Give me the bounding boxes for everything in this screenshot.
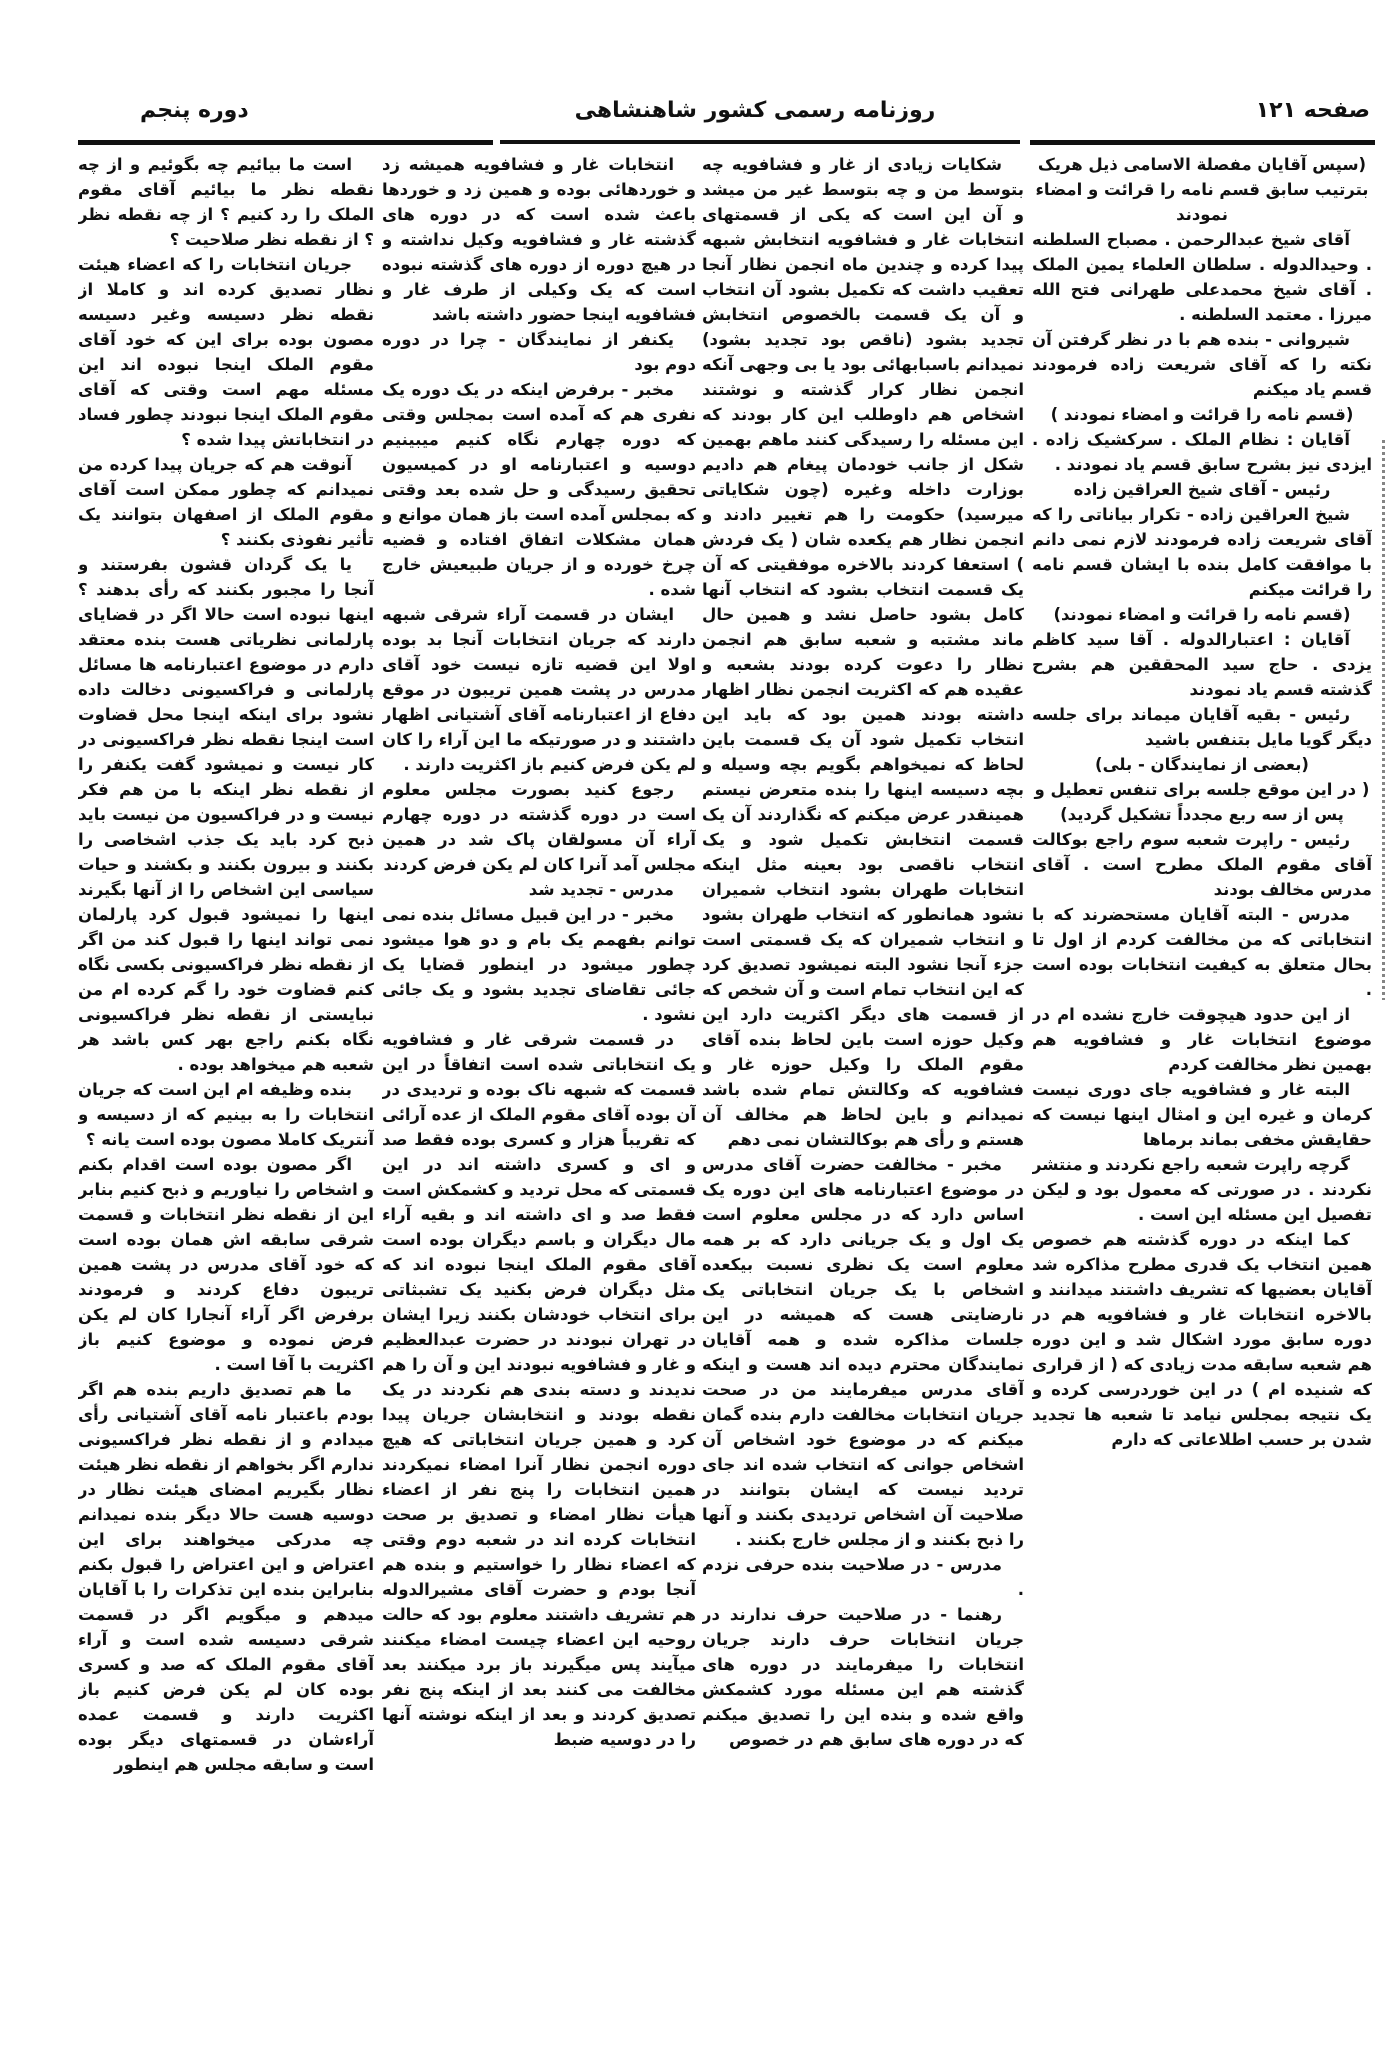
- paragraph: آقایان : نظام الملک . سرکشیک زاده . ایزدی نیز بشرح سابق قسم یاد نمودند .: [1032, 430, 1372, 474]
- paragraph: بنده وظیفه ام این است که جریان انتخابات را به بینیم که از دسیسه و آنتریک کاملا مصون بوده است یانه ؟: [78, 1080, 374, 1149]
- paragraph: انتخابات غار و فشافویه همیشه زد و خوردهائی بوده و همین زد و خوردها باعث شده است که در دوره های گذشته غار و فشافویه وکیل نداشته و در هیچ دوره از دوره های گذشته نبوده است که یک وکیلی از طرف غار و فشافویه اینجا حضور داشته باشد: [382, 155, 696, 324]
- header-rule: [1030, 140, 1375, 145]
- paragraph: رجوع کنید بصورت مجلس معلوم است در دوره گذشته در دوره چهارم آراء آن مسولقان پاک شد در همین مجلس آمد آنرا کان لم یکن فرض کردند: [382, 780, 696, 874]
- paragraph: گرچه راپرت شعبه راجع نکردند و منتشر نکردند . در صورتی که معمول بود و لیکن تفصیل این مسئله این است .: [1032, 1155, 1372, 1224]
- paragraph: مدرس - تجدید شد: [528, 880, 674, 899]
- paragraph: جریان انتخابات را که اعضاء هیئت نظار تصدیق کرده اند و کاملا از نقطه نظر دسیسه وغیر دسیسه مصون بوده برای این که خود آقای مقوم الملک اینجا نبوده اند این مسئله مهم است وقتی که آقای مقوم الملک اینجا نبودند چطور فساد در انتخاباتش پیدا شده ؟: [78, 255, 374, 449]
- paragraph: شیروانی - بنده هم با در نظر گرفتن آن نکته را که آقای شریعت زاده فرمودند قسم یاد میکنم: [1032, 330, 1372, 399]
- paragraph: شکایات زیادی از غار و فشافویه چه بتوسط من و چه بتوسط غیر من میشد و آن این است که یکی از قسمتهای انتخابات غار و فشافویه انتخابش شبهه پیدا کرده و چندین ماه انجمن نظار آنجا تعقیب داشت که تکمیل بشود آن انتخاب و آن یک قسمت بالخصوص انتخابش تجدید بشود (ناقص بود تجدید بشود) نمیدانم باسبابهائی بود یا بی وجهی آنکه انجمن نظار کرار گذشته و نوشتند اشخاص هم داوطلب این کار بودند که این مسئله را رسیدگی کنند ماهم بهمین شکل از جانب خودمان پیغام هم دادیم بوزارت داخله وغیره (چون شکایاتی میرسید) حکومت را هم تغییر دادند و انجمن نظار هم یکعده شان ( یک فردش ) استعفا کردند بالاخره موفقیتی که آن یک قسمت انتخاب بشود که انتخاب آنها کامل بشود حاصل نشد و همین حال ماند مشتبه و شعبه سابق هم انجمن نظار را دعوت کرده بودند بشعبه و عقیده هم که اکثریت انجمن نظار اظهار داشته بودند همین بود که باید این انتخاب تکمیل شود آن یک قسمت باین لحاظ که نمیخواهم بگویم بچه وسیله و بچه دسیسه اینها را بنده متعرض نیستم همینقدر عرض میکنم که نگذاردند آن یک قسمت انتخابش تکمیل شود و یک انتخاب ناقصی بود بعینه مثل اینکه انتخابات طهران بشود انتخاب شمیران نشود همانطور که انتخاب طهران بشود و انتخاب شمیران که یک قسمتی است جزء آنجا نشود البته نمیشود تصدیق کرد که این انتخاب تمام است و آن شخص که از قسمت های دیگر اکثریت دارد این وکیل حوزه است باین لحاظ بنده آقای مقوم الملک را وکیل حوزه غار و فشافویه که وکالتش تمام شده باشد نمیدانم و باین لحاظ هم مخالف آن هستم و رأی هم بوکالتشان نمی دهم: [702, 155, 1024, 1149]
- paragraph: رئیس - آقای شیخ العراقین زاده: [1073, 480, 1331, 499]
- paragraph: آقای شیخ عبدالرحمن . مصباح السلطنه . وحیدالدوله . سلطان العلماء یمین الملک . آقای شیخ محمدعلی طهرانی فتح الله میرزا . معتمد السلطنه .: [1032, 230, 1372, 324]
- paragraph: است ما بیائیم چه بگوئیم و از چه نقطه نظر ما بیائیم آقای مقوم الملک را رد کنیم ؟ از چه نقطه نظر ؟ از نقطه نظر صلاحیت ؟: [78, 155, 374, 249]
- paragraph: کما اینکه در دوره گذشته هم خصوص همین انتخاب یک قدری مطرح مذاکره شد آقایان بعضیها که تشریف داشتند میدانند و بالاخره انتخابات غار و فشافویه هم در دوره سابق مورد اشکال شد و این دوره هم شعبه سابقه مدت زیادی که ( از قراری که شنیده ام ) در این خوردرسی کرده و یک نتیجه بمجلس نیامد تا شعبه ها تجدید شدن بر حسب اطلاعاتی که دارم: [1032, 1230, 1372, 1449]
- print-margin-mark: [1382, 440, 1385, 1000]
- column-2: [702, 152, 1024, 2002]
- column-3: [382, 152, 696, 2002]
- paragraph: ایشان در قسمت آراء شرقی شبهه دارند که جریان انتخابات آنجا بد بوده اولا این قضیه تازه نیست خود آقای مدرس در پشت همین تریبون در موقع دفاع از اعتبارنامه آقای آشتیانی اظهار داشتند و در صورتیکه ما این آراء را کان لم یکن فرض کنیم باز اکثریت دارند .: [382, 605, 696, 774]
- paragraph: مخبر - مخالفت حضرت آقای مدرس در موضوع اعتبارنامه های این دوره یک اساس دارد که در مجلس معلوم است یک اول و یک جریانی دارد که بر همه معلوم است یک نظری نسبت بیکعده اشخاص با یک جریان انتخاباتی یک نارضایتی هست که همیشه در این جلسات مذاکره شده و همه آقایان نمایندگان محترم دیده اند هست و اینکه آقای مدرس میفرمایند من در صحت جریان انتخابات مخالفت دارم بنده گمان میکنم که در موضوع خود اشخاص آن اشخاص جوانی که انتخاب شده اند جای تردید نیست که ایشان بتوانند در صلاحیت آن اشخاص تردیدی بکنند و آنها را ذبح بکنند و از مجلس خارج بکنند .: [702, 1155, 1024, 1549]
- page-header: [140, 98, 1370, 138]
- column-1: [1032, 152, 1372, 2002]
- paragraph: آنوقت هم که جریان پیدا کرده من نمیدانم که چطور ممکن است آقای مقوم الملک از اصفهان بتوانند یک تأثیر نفوذی بکنند ؟: [78, 455, 374, 549]
- column-4: [78, 152, 374, 2002]
- page-number: صفحه ۱۲۱: [1255, 98, 1370, 123]
- paragraph: یکنفر از نمایندگان - چرا در دوره دوم بود: [382, 330, 696, 374]
- paragraph: در قسمت شرقی غار و فشافویه یک انتخاباتی شده است اتفاقاً در این قسمت که شبهه ناک بوده و تردیدی در آن بوده آقای مقوم الملک از عده آرائی که تقریباً هزار و کسری بوده فقط صد و ای و کسری داشته اند در این قسمتی که محل تردید و کشمکش است فقط صد و ای داشته اند و بقیه آراء مال دیگران و باسم دیگران بوده است آقای مقوم الملک اینجا نبوده اند که مثل دیگران فرض بکنید یک تشبثاتی برای انتخاب خودشان بکنند زیرا ایشان در تهران نبودند در حضرت عبدالعظیم و غار و فشافویه نبودند این و آن را هم ندیدند و دسته بندی هم نکردند در یک نقطه بودند و انتخابشان جریان پیدا کرد و همین جریان انتخاباتی که هیچ دوره انجمن نظار آنرا امضاء نمیکردند همین انتخابات را پنج نفر از اعضاء هیأت نظار امضاء و تصدیق بر صحت انتخابات کرده اند در شعبه دوم وقتی که اعضاء نظار را خواستیم و بنده هم آنجا بودم و حضرت آقای مشیرالدوله هم تشریف داشتند معلوم بود که حالت روحیه این اعضاء چیست امضاء میکنند میآیند پس میگیرند باز برد میکنند بعد مخالفت می کنند بعد از اینکه پنج نفر تصدیق کردند و بعد از اینکه نوشته آنها را در دوسیه ضبط: [382, 1030, 696, 1749]
- header-rule: [78, 140, 493, 145]
- paragraph: یا یک گردان قشون بفرستند و آنجا را مجبور بکنند که رأی بدهند ؟ اینها نبوده است حالا اگر در قضایای پارلمانی نظریاتی هست بنده معتقد دارم در موضوع اعتبارنامه ها مسائل پارلمانی و فراکسیونی دخالت داده نشود برای اینکه اینجا محل قضاوت است اینجا نقطه نظر فراکسیونی در کار نیست و نمیشود گفت یکنفر را از نقطه نظر اینکه با من هم فکر نیست و در فراکسیون من نیست باید ذبح کرد باید یک جذب اشخاصی را بکنند و بیرون بکنند و بکشند و حیات سیاسی این اشخاص را از آنها بگیرند اینها را نمیشود قبول کرد پارلمان نمی تواند اینها را قبول کند من اگر از نقطه نظر فراکسیونی بکسی نگاه کنم قضاوت خود را گم کرده ام من نبایستی از نقطه نظر فراکسیونی نگاه بکنم راجع بهر کس باشد هر شعبه هم میخواهد بوده .: [78, 555, 374, 1074]
- paragraph: مدرس - البته آقایان مستحضرند که با انتخاباتی که من مخالفت کردم از اول تا بحال متعلق به کیفیت انتخابات بوده است .: [1032, 905, 1372, 999]
- header-rule: [500, 140, 1020, 144]
- paragraph: (قسم نامه را قرائت و امضاء نمودند): [1053, 605, 1351, 624]
- newspaper-title: روزنامه رسمی کشور شاهنشاهی: [574, 98, 936, 123]
- paragraph: مخبر - در این قبیل مسائل بنده نمی توانم بفهمم یک بام و دو هوا میشود چطور میشود در اینطور قضایا یک جائی تقاضای تجدید بشود و یک جائی نشود .: [382, 905, 696, 1024]
- paragraph: شیخ العراقین زاده - تکرار بیاناتی را که آقای شریعت زاده فرمودند لازم نمی دانم با موافقت کامل بنده با ایشان قسم نامه را قرائت میکنم: [1032, 505, 1372, 599]
- paragraph: رئیس - راپرت شعبه سوم راجع بوکالت آقای مقوم الملک مطرح است . آقای مدرس مخالف بودند: [1032, 830, 1372, 899]
- paragraph: (بعضی از نمایندگان - بلی): [1095, 755, 1309, 774]
- paragraph: رهنما - در صلاحیت حرف ندارند در جریان انتخابات حرف دارند جریان انتخابات را میفرمایند در دوره های گذشته هم این مسئله مورد کشمکش واقع شده و بنده این را تصدیق میکنم که در دوره های سابق هم در خصوص: [702, 1605, 1024, 1749]
- paragraph: البته غار و فشافویه جای دوری نیست کرمان و غیره این و امثال اینها نیست که حقایقش مخفی بماند برماها: [1032, 1080, 1372, 1149]
- paragraph: (قسم نامه را قرائت و امضاء نمودند ): [1050, 405, 1354, 424]
- paragraph: (سپس آقایان مفصلة الاسامی ذیل هریک بترتیب سابق قسم نامه را قرائت و امضاء نمودند: [1035, 155, 1369, 224]
- term-label: دوره پنجم: [140, 98, 249, 123]
- paragraph: آقایان : اعتبارالدوله . آقا سید کاظم یزدی . حاج سید المحققین هم بشرح گذشته قسم یاد نمودند: [1032, 630, 1372, 699]
- paragraph: مدرس - در صلاحیت بنده حرفی نزدم .: [702, 1555, 1024, 1599]
- paragraph: رئیس - بقیه آقایان میماند برای جلسه دیگر گویا مایل بتنفس باشید: [1032, 705, 1372, 749]
- paragraph: ما هم تصدیق داریم بنده هم اگر بودم باعتبار نامه آقای آشتیانی رأی میدادم و از نقطه نظر فراکسیونی ندارم اگر بخواهم از نقطه نظر هیئت نظار بگیریم امضای هیئت نظار در دوسیه هست حالا دیگر بنده نمیدانم چه مدرکی میخواهند برای این اعتراض و این اعتراض را قبول بکنم بنابراین بنده این تذکرات را با آقایان میدهم و میگویم اگر در قسمت شرقی دسیسه شده است و آراء آقای مقوم الملک که صد و کسری بوده کان لم یکن فرض کنیم باز اکثریت دارند و قسمت عمده آراءشان در قسمتهای دیگر بوده است و سابقه مجلس هم اینطور: [78, 1380, 374, 1774]
- paragraph: مخبر - برفرض اینکه در یک دوره یک نفری هم که آمده است بمجلس وقتی که دوره چهارم نگاه کنیم میبینیم دوسیه و اعتبارنامه او در کمیسیون تحقیق رسیدگی و حل شده بعد وقتی که بمجلس آمده است باز همان موانع و همان مشکلات اتفاق افتاده و قضیه چرخ خورده و از جریان طبیعیش خارج شده .: [382, 380, 696, 599]
- paragraph: اگر مصون بوده است اقدام بکنم و اشخاص را نیاوریم و ذبح کنیم بنابر این از نقطه نظر انتخابات و قسمت شرقی سابقه اش همان بوده است که خود آقای مدرس در پشت همین تریبون دفاع کردند و فرمودند برفرض اگر آراء آنجارا کان لم یکن فرض نموده و موضوع کنیم باز اکثریت با آقا است .: [78, 1155, 374, 1374]
- paragraph: از این حدود هیچوقت خارج نشده ام در موضوع انتخابات غار و فشافویه هم بهمین نظر مخالفت کردم: [1032, 1005, 1372, 1074]
- paragraph: ( در این موقع جلسه برای تنفس تعطیل و پس از سه ربع مجدداً تشکیل گردید): [1034, 780, 1370, 824]
